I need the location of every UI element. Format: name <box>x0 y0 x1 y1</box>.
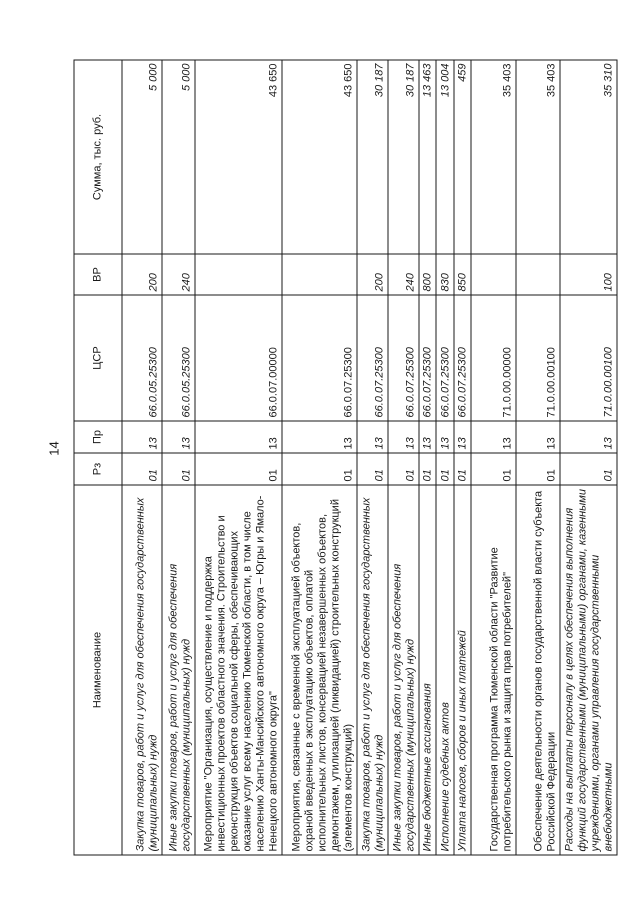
row-vr: 200 <box>357 254 388 295</box>
row-rz: 01 <box>282 453 357 485</box>
row-vr <box>471 254 516 295</box>
row-csr: 66.0.05.25300 <box>122 295 162 421</box>
row-sum: 35 310 <box>560 60 617 254</box>
row-sum: 5 000 <box>162 60 195 254</box>
table-header-row <box>74 60 122 855</box>
row-rz: 01 <box>471 453 516 485</box>
row-pr: 13 <box>560 421 617 453</box>
row-name: Закупка товаров, работ и услуг для обеспечения государственных (муниципальных) нужд <box>357 485 388 855</box>
row-rz: 01 <box>194 453 281 485</box>
header-pr: Пр <box>74 421 122 453</box>
table-row <box>122 60 162 855</box>
row-pr: 13 <box>282 421 357 453</box>
row-sum: 43 650 <box>194 60 281 254</box>
row-pr: 13 <box>387 421 418 453</box>
row-name: Иные закупки товаров, работ и услуг для обеспечения государственных (муниципальных) нужд <box>162 485 195 855</box>
row-csr: 71.0.00.00100 <box>516 295 560 421</box>
row-sum: 13 463 <box>418 60 435 254</box>
table-row <box>387 60 418 855</box>
row-vr <box>194 254 281 295</box>
row-name: Мероприятия, связанные с временной эксплуатацией объектов, охраной введенных в эксплуатацию объектов, оплатой исполнительных листов, консервацией незавершенных объектов, демонтажем, утилизацией (ликвидацией) строительных конструкций (элементов конструкций) <box>282 485 357 855</box>
row-csr: 66.0.07.25300 <box>436 295 453 421</box>
table-row <box>516 60 560 855</box>
row-name: Исполнение судебных актов <box>436 485 453 855</box>
row-rz: 01 <box>357 453 388 485</box>
row-csr: 66.0.07.25300 <box>357 295 388 421</box>
header-vr: ВР <box>74 254 122 295</box>
row-name: Расходы на выплаты персоналу в целях обеспечения выполнения функций государственными (муниципальными) органами, казенными учреждениями, органами управления государственными внебюджетными <box>560 485 617 855</box>
row-name: Государственная программа Тюменской области "Развитие потребительского рынка и защита прав потребителей" <box>471 485 516 855</box>
row-csr: 66.0.07.25300 <box>387 295 418 421</box>
table-row <box>357 60 388 855</box>
row-pr: 13 <box>436 421 453 453</box>
row-pr: 13 <box>357 421 388 453</box>
table-row <box>436 60 453 855</box>
row-sum: 30 187 <box>357 60 388 254</box>
row-sum: 35 403 <box>516 60 560 254</box>
row-sum: 5 000 <box>122 60 162 254</box>
row-vr: 100 <box>560 254 617 295</box>
row-vr: 850 <box>453 254 470 295</box>
table-row <box>560 60 617 855</box>
row-csr: 66.0.07.25300 <box>453 295 470 421</box>
row-rz: 01 <box>418 453 435 485</box>
row-pr: 13 <box>162 421 195 453</box>
row-sum: 35 403 <box>471 60 516 254</box>
row-name: Иные закупки товаров, работ и услуг для обеспечения государственных (муниципальных) нужд <box>387 485 418 855</box>
row-rz: 01 <box>122 453 162 485</box>
row-csr: 71.0.00.00100 <box>560 295 617 421</box>
row-sum: 13 004 <box>436 60 453 254</box>
row-pr: 13 <box>453 421 470 453</box>
table-row <box>162 60 195 855</box>
row-rz: 01 <box>516 453 560 485</box>
row-vr: 240 <box>387 254 418 295</box>
budget-table-frame <box>73 61 617 856</box>
table-row <box>471 60 516 855</box>
header-csr: ЦСР <box>74 295 122 421</box>
budget-table <box>73 60 617 856</box>
row-csr: 66.0.07.25300 <box>418 295 435 421</box>
row-rz: 01 <box>162 453 195 485</box>
row-pr: 13 <box>122 421 162 453</box>
row-name: Уплата налогов, сборов и иных платежей <box>453 485 470 855</box>
row-csr: 66.0.07.25300 <box>282 295 357 421</box>
table-row <box>194 60 281 855</box>
row-csr: 66.0.05.25300 <box>162 295 195 421</box>
row-sum: 459 <box>453 60 470 254</box>
row-sum: 30 187 <box>387 60 418 254</box>
row-name: Обеспечение деятельности органов государственной власти субъекта Российской Федерации <box>516 485 560 855</box>
row-vr <box>516 254 560 295</box>
row-sum: 43 650 <box>282 60 357 254</box>
page-number: 14 <box>46 441 62 456</box>
row-pr: 13 <box>194 421 281 453</box>
row-rz: 01 <box>387 453 418 485</box>
row-pr: 13 <box>516 421 560 453</box>
row-vr: 800 <box>418 254 435 295</box>
row-csr: 66.0.07.00000 <box>194 295 281 421</box>
row-rz: 01 <box>453 453 470 485</box>
header-rz: Рз <box>74 453 122 485</box>
row-rz: 01 <box>560 453 617 485</box>
row-name: Закупка товаров, работ и услуг для обеспечения государственных (муниципальных) нужд <box>122 485 162 855</box>
row-csr: 71.0.00.00000 <box>471 295 516 421</box>
table-row <box>453 60 470 855</box>
header-sum: Сумма, тыс. руб. <box>74 60 122 254</box>
row-pr: 13 <box>418 421 435 453</box>
row-vr: 240 <box>162 254 195 295</box>
table-row <box>418 60 435 855</box>
row-pr: 13 <box>471 421 516 453</box>
row-rz: 01 <box>436 453 453 485</box>
row-name: Иные бюджетные ассигнования <box>418 485 435 855</box>
header-name: Наименование <box>74 485 122 855</box>
row-vr <box>282 254 357 295</box>
row-vr: 200 <box>122 254 162 295</box>
row-vr: 830 <box>436 254 453 295</box>
table-row <box>282 60 357 855</box>
row-name: Мероприятие "Организация, осуществление и поддержка инвестиционных проектов областного значения. Строительство и реконструкция объектов социальной сферы, обеспечивающих оказание услуг всему населению Тюменской области, в том числе населению Ханты-Мансийского автономного округа – Югры и Ямало-Ненецкого автономного округа" <box>194 485 281 855</box>
